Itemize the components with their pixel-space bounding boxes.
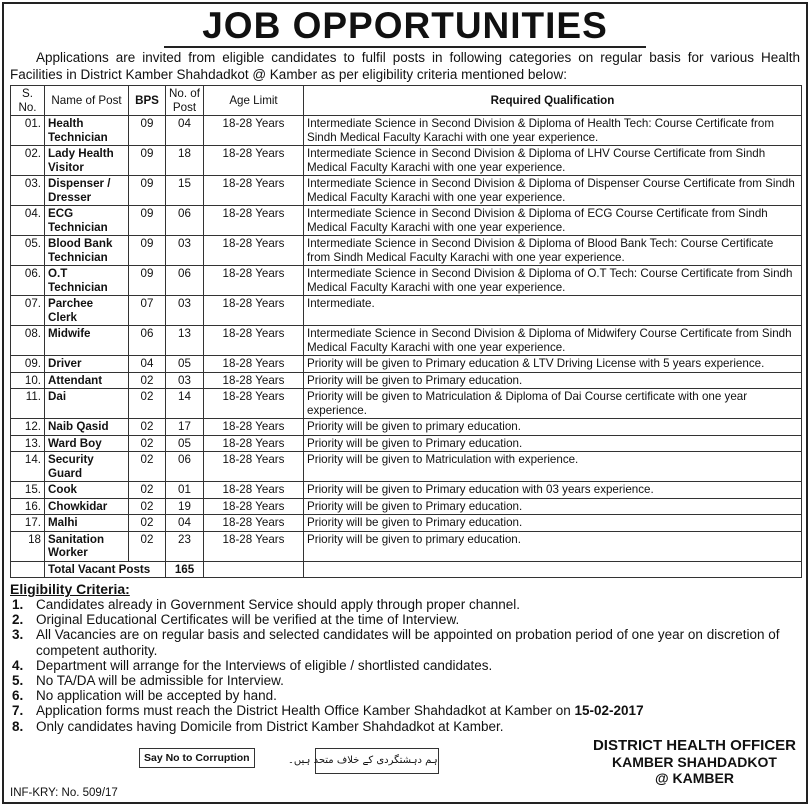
cell-age: 18-28 Years <box>204 176 304 206</box>
eligibility-item <box>10 597 800 612</box>
table-row <box>11 531 802 561</box>
item-text-body: No application will be accepted by hand. <box>36 688 277 704</box>
header-bps: BPS <box>129 86 166 116</box>
cell-post-name: Driver <box>45 356 129 373</box>
cell-qualification: Priority will be given to Matriculation & Diploma of Dai Course certificate with one year experience. <box>304 389 802 419</box>
cell-age: 18-28 Years <box>204 356 304 373</box>
cell-post-name: Blood Bank Technician <box>45 236 129 266</box>
cell-sno: 14. <box>11 452 45 482</box>
cell-bps: 06 <box>129 326 166 356</box>
header-qualification: Required Qualification <box>304 86 802 116</box>
cell-qualification: Priority will be given to Matriculation with experience. <box>304 452 802 482</box>
cell-posts: 13 <box>166 326 204 356</box>
item-number: 7. <box>12 703 24 719</box>
cell-bps: 09 <box>129 176 166 206</box>
item-text-body: Application forms must reach the District Health Office Kamber Shahdadkot at Kamber on <box>36 703 575 719</box>
cell-post-name: Midwife <box>45 326 129 356</box>
cell-post-name: ECG Technician <box>45 206 129 236</box>
eligibility-item <box>10 688 800 703</box>
signature-block <box>593 738 796 786</box>
cell-age: 18-28 Years <box>204 116 304 146</box>
total-row <box>11 561 802 578</box>
item-text <box>36 719 503 734</box>
item-number: 6. <box>12 688 24 704</box>
cell-sno: 13. <box>11 435 45 452</box>
cell-post-name: Naib Qasid <box>45 419 129 436</box>
cell-posts: 01 <box>166 482 204 499</box>
cell-age: 18-28 Years <box>204 236 304 266</box>
eligibility-item <box>10 658 800 673</box>
item-text <box>36 658 492 673</box>
cell-post-name: Dispenser / Dresser <box>45 176 129 206</box>
eligibility-item <box>10 612 800 627</box>
deadline-date: 15-02-2017 <box>574 703 644 719</box>
vacancies-table <box>10 85 802 578</box>
cell-bps: 02 <box>129 389 166 419</box>
cell-qualification: Priority will be given to Primary education. <box>304 372 802 389</box>
item-number: 2. <box>12 612 24 628</box>
cell-sno: 02. <box>11 146 45 176</box>
cell-post-name: Lady Health Visitor <box>45 146 129 176</box>
cell-sno: 04. <box>11 206 45 236</box>
item-text <box>36 597 520 612</box>
cell-bps: 09 <box>129 266 166 296</box>
cell-sno: 03. <box>11 176 45 206</box>
table-row <box>11 236 802 266</box>
item-text-body: Department will arrange for the Interviews of eligible / shortlisted candidates. <box>36 657 493 673</box>
signatory-district: KAMBER SHAHDADKOT <box>612 753 777 770</box>
cell-age: 18-28 Years <box>204 498 304 515</box>
cell-bps: 02 <box>129 482 166 499</box>
table-row <box>11 296 802 326</box>
cell-posts: 15 <box>166 176 204 206</box>
cell-sno: 09. <box>11 356 45 373</box>
eligibility-item <box>10 627 800 657</box>
eligibility-item <box>10 703 800 718</box>
cell-qualification: Intermediate Science in Second Division & Diploma of LHV Course Certificate from Sindh Medical Faculty Karachi with one year experience. <box>304 146 802 176</box>
header-age: Age Limit <box>204 86 304 116</box>
table-row <box>11 116 802 146</box>
reference-number: INF-KRY: No. 509/17 <box>10 786 118 799</box>
item-number: 4. <box>12 657 24 673</box>
item-text-body: Candidates already in Government Service should apply through proper channel. <box>36 597 521 612</box>
table-row <box>11 326 802 356</box>
cell-qualification: Priority will be given to primary education. <box>304 531 802 561</box>
cell-qualification: Intermediate Science in Second Division & Diploma of Health Tech: Course Certificate from Sindh Medical Faculty Karachi with one year experience. <box>304 116 802 146</box>
cell-qualification: Priority will be given to Primary education. <box>304 498 802 515</box>
signatory-location: @ KAMBER <box>654 769 734 786</box>
table-row <box>11 482 802 499</box>
cell-qualification: Priority will be given to Primary education & LTV Driving License with 5 years experience. <box>304 356 802 373</box>
cell-age: 18-28 Years <box>204 482 304 499</box>
cell-age: 18-28 Years <box>204 389 304 419</box>
cell-age: 18-28 Years <box>204 435 304 452</box>
cell-post-name: Cook <box>45 482 129 499</box>
intro-paragraph: Applications are invited from eligible candidates to fulfil posts in following categories on regular basis for various Health Facilities in District Kamber Shahdadkot @ Kamber as per eligibility criteria mentioned below: <box>10 50 800 82</box>
cell-bps: 02 <box>129 419 166 436</box>
item-text-body: No TA/DA will be admissible for Interview. <box>36 673 284 689</box>
cell-bps: 02 <box>129 435 166 452</box>
total-value: 165 <box>166 561 204 578</box>
cell-age: 18-28 Years <box>204 452 304 482</box>
cell-qualification: Intermediate Science in Second Division & Diploma of ECG Course Certificate from Sindh Medical Faculty Karachi with one year experience. <box>304 206 802 236</box>
cell-sno: 15. <box>11 482 45 499</box>
cell-bps: 02 <box>129 452 166 482</box>
item-number: 1. <box>12 597 24 612</box>
item-text-body: Original Educational Certificates will be verified at the time of Interview. <box>36 612 460 628</box>
cell-qualification: Intermediate Science in Second Division & Diploma of Midwifery Course Certificate from Sindh Medical Faculty Karachi with one year experience. <box>304 326 802 356</box>
header-name: Name of Post <box>45 86 129 116</box>
table-row <box>11 356 802 373</box>
cell-sno: 18 <box>11 531 45 561</box>
cell-posts: 19 <box>166 498 204 515</box>
signatory-title: DISTRICT HEALTH OFFICER <box>592 736 796 754</box>
cell-qualification: Intermediate Science in Second Division & Diploma of Blood Bank Tech: Course Certificate from Sindh Medical Faculty Karachi with one year experience. <box>304 236 802 266</box>
item-text <box>36 673 284 688</box>
cell-sno: 17. <box>11 515 45 532</box>
cell-sno: 16. <box>11 498 45 515</box>
cell-age: 18-28 Years <box>204 515 304 532</box>
cell-post-name: Dai <box>45 389 129 419</box>
eligibility-item <box>10 719 800 734</box>
cell-post-name: Attendant <box>45 372 129 389</box>
header-sno: S. No. <box>11 86 45 116</box>
table-row <box>11 206 802 236</box>
cell-sno: 12. <box>11 419 45 436</box>
table-row <box>11 266 802 296</box>
footer <box>10 738 800 786</box>
cell-posts: 05 <box>166 356 204 373</box>
cell-age: 18-28 Years <box>204 146 304 176</box>
table-row <box>11 452 802 482</box>
cell-posts: 06 <box>166 206 204 236</box>
table-row <box>11 498 802 515</box>
cell-age: 18-28 Years <box>204 326 304 356</box>
cell-bps: 09 <box>129 236 166 266</box>
cell-bps: 04 <box>129 356 166 373</box>
title-divider <box>164 46 646 48</box>
cell-posts: 04 <box>166 116 204 146</box>
cell-qualification: Intermediate Science in Second Division & Diploma of Dispenser Course Certificate from Sindh Medical Faculty Karachi with one year experience. <box>304 176 802 206</box>
cell-sno: 01. <box>11 116 45 146</box>
table-row <box>11 372 802 389</box>
item-text <box>36 612 459 627</box>
item-text <box>36 688 277 703</box>
cell-qualification: Priority will be given to Primary education. <box>304 435 802 452</box>
urdu-slogan-box: ہم دہشتگردی کے خلاف متحد ہیں۔ <box>315 748 439 774</box>
cell-age: 18-28 Years <box>204 266 304 296</box>
cell-posts: 18 <box>166 146 204 176</box>
cell-sno: 10. <box>11 372 45 389</box>
cell-post-name: Health Technician <box>45 116 129 146</box>
cell-posts: 14 <box>166 389 204 419</box>
item-text <box>36 627 800 657</box>
cell-post-name: Sanitation Worker <box>45 531 129 561</box>
eligibility-item <box>10 673 800 688</box>
page-title: JOB OPPORTUNITIES <box>202 5 608 46</box>
total-label: Total Vacant Posts <box>45 561 166 578</box>
cell-bps: 02 <box>129 531 166 561</box>
cell-sno: 11. <box>11 389 45 419</box>
cell-bps: 09 <box>129 206 166 236</box>
cell-bps: 02 <box>129 372 166 389</box>
cell-posts: 03 <box>166 372 204 389</box>
cell-bps: 02 <box>129 498 166 515</box>
cell-qualification: Intermediate. <box>304 296 802 326</box>
header-posts: No. of Post <box>166 86 204 116</box>
table-row <box>11 419 802 436</box>
item-text <box>36 703 644 718</box>
cell-posts: 04 <box>166 515 204 532</box>
say-no-to-corruption-box: Say No to Corruption <box>139 748 255 768</box>
cell-qualification: Priority will be given to primary education. <box>304 419 802 436</box>
item-number: 3. <box>12 627 24 643</box>
item-text-body: All Vacancies are on regular basis and selected candidates will be appointed on probation period of one year on discretion of competent authority. <box>36 627 780 658</box>
cell-sno: 05. <box>11 236 45 266</box>
cell-bps: 02 <box>129 515 166 532</box>
cell-bps: 09 <box>129 146 166 176</box>
table-row <box>11 176 802 206</box>
eligibility-list <box>10 597 800 734</box>
cell-qualification: Intermediate Science in Second Division & Diploma of O.T Tech: Course Certificate from Sindh Medical Faculty Karachi with one year experience. <box>304 266 802 296</box>
cell-posts: 03 <box>166 296 204 326</box>
cell-post-name: Parchee Clerk <box>45 296 129 326</box>
eligibility-heading: Eligibility Criteria: <box>10 581 130 597</box>
cell-age: 18-28 Years <box>204 372 304 389</box>
cell-post-name: Chowkidar <box>45 498 129 515</box>
cell-age: 18-28 Years <box>204 206 304 236</box>
cell-post-name: Security Guard <box>45 452 129 482</box>
cell-sno: 08. <box>11 326 45 356</box>
cell-posts: 03 <box>166 236 204 266</box>
item-number: 8. <box>12 718 24 734</box>
cell-post-name: Malhi <box>45 515 129 532</box>
cell-age: 18-28 Years <box>204 419 304 436</box>
item-text-body: Only candidates having Domicile from District Kamber Shahdadkot at Kamber. <box>36 718 504 734</box>
table-row <box>11 389 802 419</box>
cell-posts: 06 <box>166 452 204 482</box>
table-row <box>11 515 802 532</box>
cell-sno: 06. <box>11 266 45 296</box>
table-row <box>11 146 802 176</box>
cell-bps: 09 <box>129 116 166 146</box>
cell-bps: 07 <box>129 296 166 326</box>
cell-qualification: Priority will be given to Primary education with 03 years experience. <box>304 482 802 499</box>
cell-post-name: Ward Boy <box>45 435 129 452</box>
table-row <box>11 435 802 452</box>
cell-post-name: O.T Technician <box>45 266 129 296</box>
cell-posts: 05 <box>166 435 204 452</box>
item-number: 5. <box>12 673 24 689</box>
job-advertisement <box>2 2 808 804</box>
cell-qualification: Priority will be given to Primary education. <box>304 515 802 532</box>
cell-age: 18-28 Years <box>204 296 304 326</box>
cell-posts: 17 <box>166 419 204 436</box>
cell-posts: 23 <box>166 531 204 561</box>
cell-age: 18-28 Years <box>204 531 304 561</box>
table-header <box>11 86 802 116</box>
cell-sno: 07. <box>11 296 45 326</box>
cell-posts: 06 <box>166 266 204 296</box>
